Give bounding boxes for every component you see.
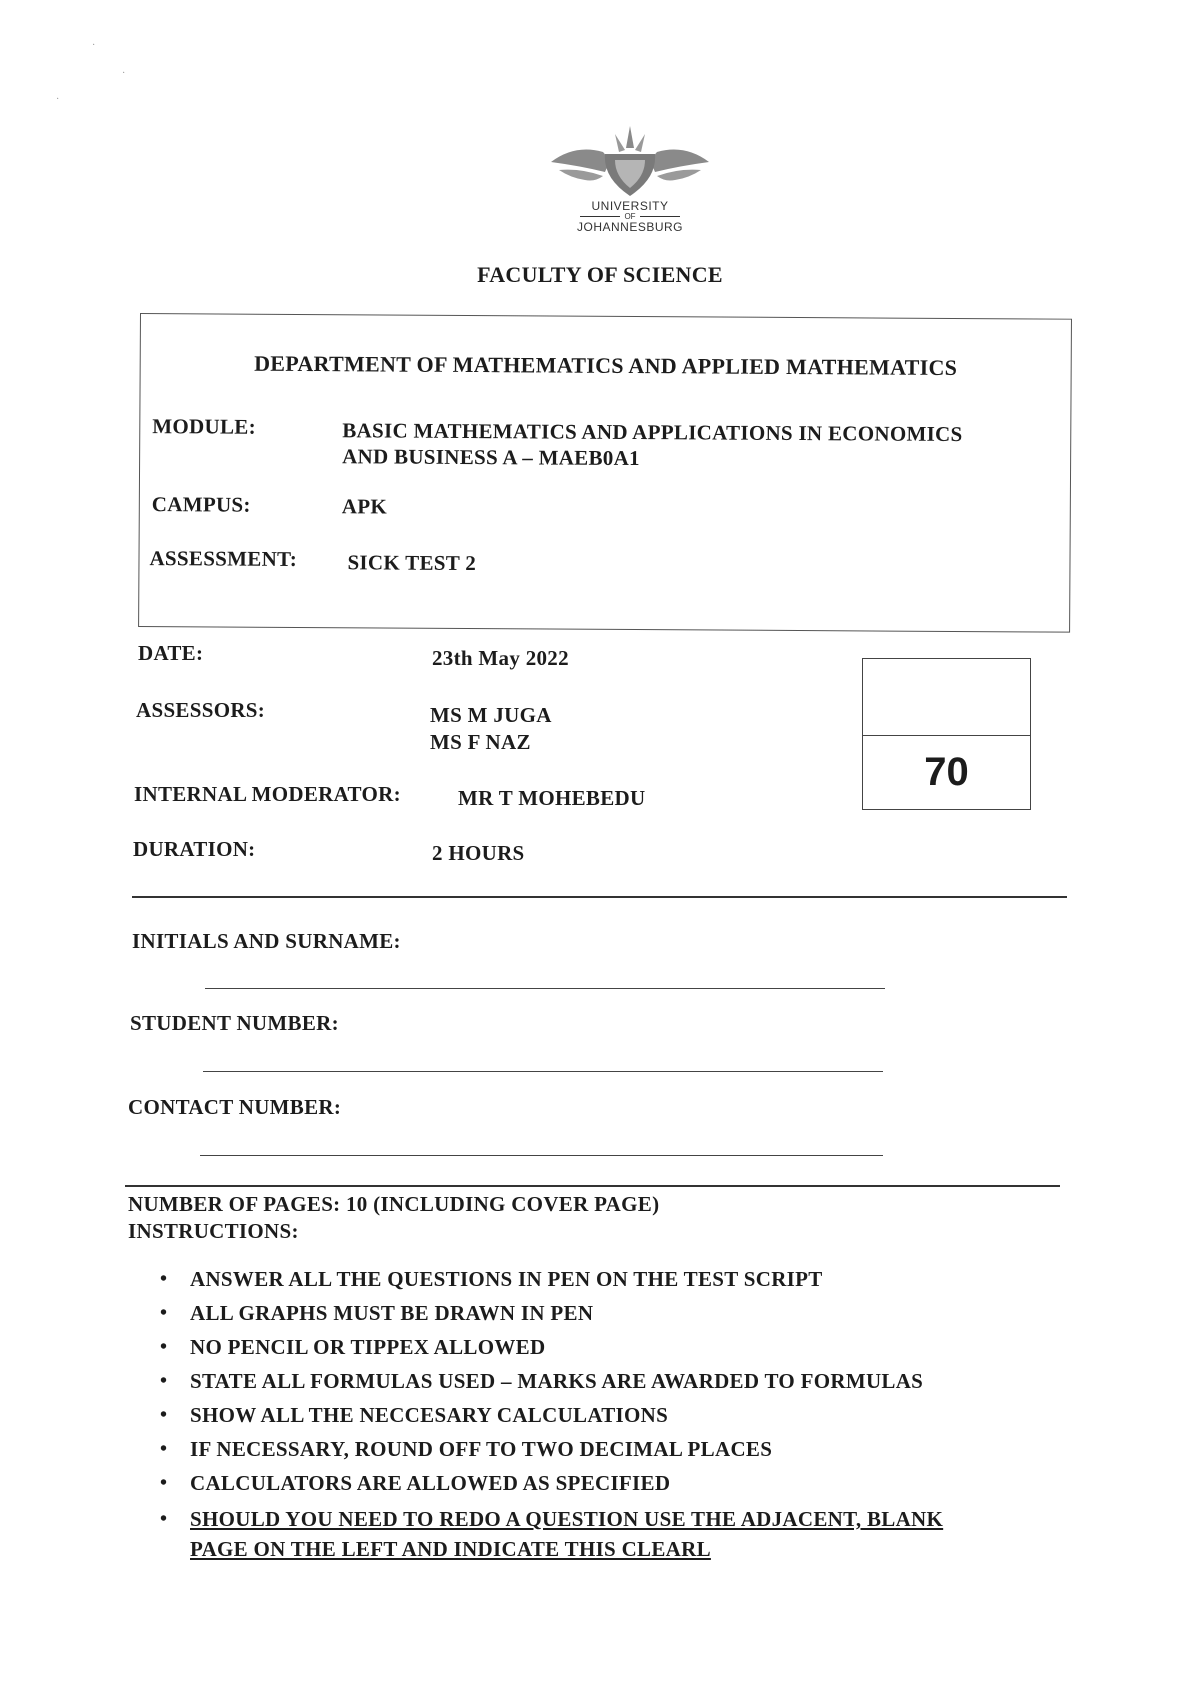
contact-number-field[interactable] (200, 1155, 883, 1156)
logo-text-johannesburg: JOHANNESBURG (576, 220, 683, 234)
module-value-line2: AND BUSINESS A – MAEB0A1 (342, 444, 640, 471)
module-value (342, 417, 963, 473)
instruction-item: • NO PENCIL OR TIPPEX ALLOWED (160, 1335, 546, 1359)
marks-obtained-cell[interactable] (863, 659, 1030, 736)
faculty-title: FACULTY OF SCIENCE (477, 262, 723, 287)
instruction-item: • STATE ALL FORMULAS USED – MARKS ARE AWARDED TO FORMULAS (160, 1369, 924, 1393)
moderator-value: MR T MOHEBEDU (458, 786, 646, 810)
marks-box (862, 658, 1031, 810)
marks-total: 70 (924, 749, 969, 794)
logo-text-university: UNIVERSITY (591, 199, 669, 213)
student-number-field[interactable] (203, 1071, 883, 1072)
module-value-line1: BASIC MATHEMATICS AND APPLICATIONS IN ECONOMICS (342, 418, 963, 447)
moderator-label: INTERNAL MODERATOR: (134, 782, 401, 806)
assessment-label: ASSESSMENT: (149, 546, 298, 571)
scan-speck: · (56, 94, 60, 105)
department-title: DEPARTMENT OF MATHEMATICS AND APPLIED MATHEMATICS (254, 350, 958, 380)
assessor-2: MS F NAZ (430, 730, 531, 754)
campus-value: APK (341, 494, 388, 519)
instructions-list (160, 1262, 1090, 1564)
duration-label: DURATION: (133, 837, 256, 861)
duration-value: 2 HOURS (432, 841, 525, 865)
contact-number-label: CONTACT NUMBER: (128, 1095, 342, 1119)
department-box (138, 313, 1072, 633)
assessors-label: ASSESSORS: (136, 698, 266, 722)
instruction-item: • SHOW ALL THE NECCESARY CALCULATIONS (160, 1403, 669, 1427)
instruction-item: • IF NECESSARY, ROUND OFF TO TWO DECIMAL PLACES (160, 1437, 773, 1461)
instructions-label: INSTRUCTIONS: (128, 1219, 299, 1243)
section-divider-2 (125, 1185, 1060, 1187)
instruction-item: • ANSWER ALL THE QUESTIONS IN PEN ON THE TEST SCRIPT (160, 1267, 823, 1291)
logo-text-of: OF (624, 212, 636, 221)
scan-speck: · (92, 40, 96, 51)
assessor-1: MS M JUGA (430, 703, 552, 727)
page-count: NUMBER OF PAGES: 10 (INCLUDING COVER PAGE) (128, 1192, 660, 1216)
university-logo (540, 122, 720, 242)
assessors-value (430, 702, 552, 756)
name-field[interactable] (205, 988, 885, 989)
module-label: MODULE: (152, 414, 256, 439)
date-value: 23th May 2022 (432, 646, 569, 670)
assessment-value: SICK TEST 2 (347, 550, 477, 576)
date-label: DATE: (138, 641, 204, 665)
campus-label: CAMPUS: (151, 492, 251, 517)
instruction-item: • CALCULATORS ARE ALLOWED AS SPECIFIED (160, 1471, 671, 1495)
university-crest-icon (545, 122, 715, 200)
name-label: INITIALS AND SURNAME: (132, 929, 401, 953)
instruction-item-redo: • SHOULD YOU NEED TO REDO A QUESTION USE THE ADJACENT, BLANK PAGE ON THE LEFT AND INDICATE THIS CLEARL (160, 1507, 944, 1561)
scan-speck: · (122, 68, 126, 79)
student-number-label: STUDENT NUMBER: (130, 1011, 339, 1035)
section-divider (132, 896, 1067, 898)
instruction-item: • ALL GRAPHS MUST BE DRAWN IN PEN (160, 1301, 594, 1325)
